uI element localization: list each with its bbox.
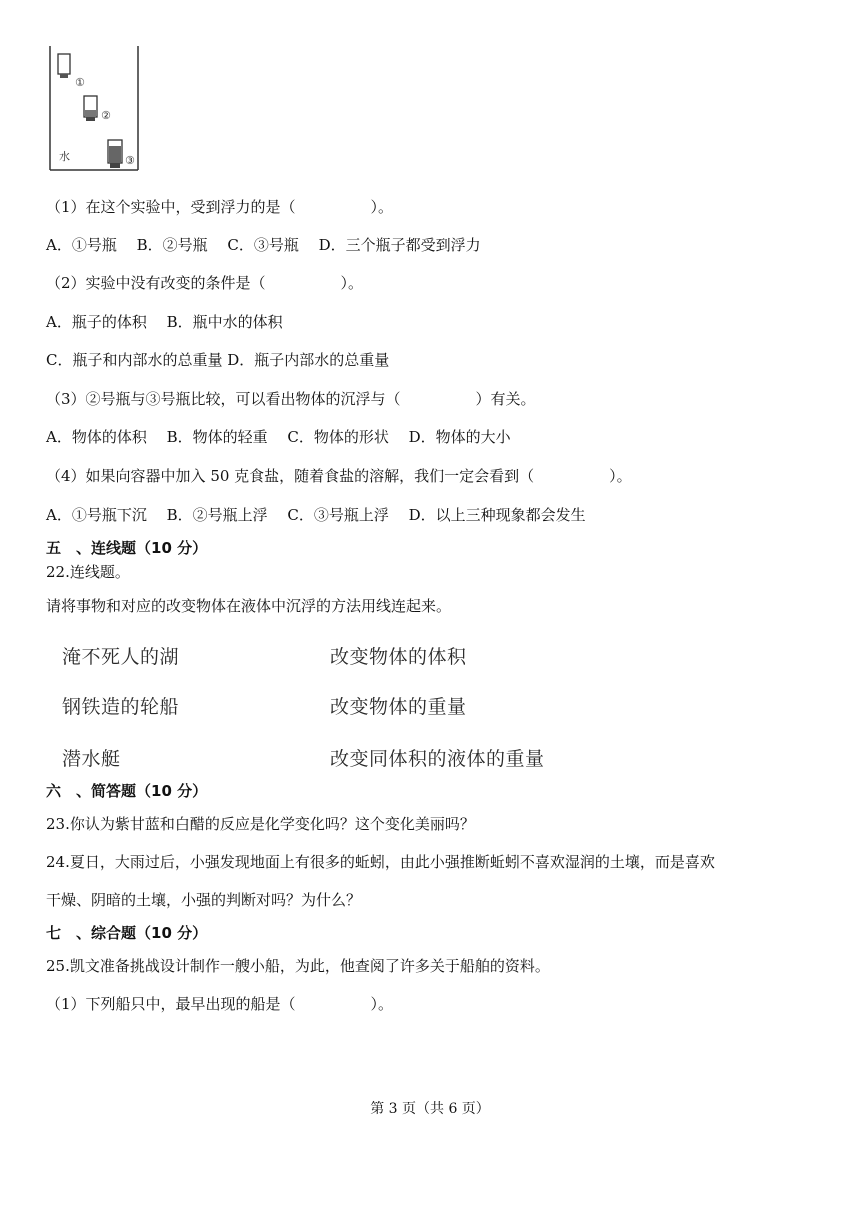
q23: 23.你认为紫甘蓝和白醋的反应是化学变化吗？这个变化美丽吗？ <box>46 815 475 833</box>
bottle-2-label: ② <box>101 109 111 122</box>
page-number: 第 3 页（共 6 页） <box>370 1101 490 1117</box>
q21-2-options-line2: C．瓶子和内部水的总重量 D．瓶子内部水的总重量 <box>46 351 390 369</box>
q22-title: 22.连线题。 <box>46 563 130 581</box>
bottle-1 <box>58 54 85 89</box>
section6-heading: 六 、简答题（10 分） <box>46 782 208 800</box>
q21-2-options-line1: A．瓶子的体积 B．瓶中水的体积 <box>46 313 283 331</box>
bottle-1-label: ① <box>75 76 85 89</box>
q21-1-prompt: （1）在这个实验中，受到浮力的是（ ）。 <box>46 198 394 216</box>
bottle-2 <box>84 96 111 122</box>
match-right-1: 改变物体的体积 <box>330 646 467 668</box>
q21-4-prompt: （4）如果向容器中加入 50 克食盐，随着食盐的溶解，我们一定会看到（ ）。 <box>46 467 632 485</box>
bottle-3 <box>108 140 135 168</box>
section5-heading: 五 、连线题（10 分） <box>46 539 208 557</box>
match-left-1: 淹不死人的湖 <box>62 646 180 668</box>
q24-line1: 24.夏日，大雨过后，小强发现地面上有很多的蚯蚓，由此小强推断蚯蚓不喜欢湿润的土壤，而是喜欢 <box>46 853 715 871</box>
q22-instruction: 请将事物和对应的改变物体在液体中沉浮的方法用线连起来。 <box>46 597 452 615</box>
q25-1-prompt: （1）下列船只中，最早出现的船是（ ）。 <box>46 995 394 1013</box>
experiment-diagram <box>40 42 150 177</box>
q21-1-options: A．①号瓶 B．②号瓶 C．③号瓶 D．三个瓶子都受到浮力 <box>46 236 481 254</box>
q25: 25.凯文准备挑战设计制作一艘小船，为此，他查阅了许多关于船舶的资料。 <box>46 957 550 975</box>
bottle-3-label: ③ <box>125 154 135 167</box>
q21-3-options: A．物体的体积 B．物体的轻重 C．物体的形状 D．物体的大小 <box>46 428 511 446</box>
match-right-2: 改变物体的重量 <box>330 696 467 718</box>
water-label: 水 <box>59 150 70 163</box>
q21-4-options: A．①号瓶下沉 B．②号瓶上浮 C．③号瓶上浮 D．以上三种现象都会发生 <box>46 506 586 524</box>
section7-heading: 七 、综合题（10 分） <box>46 924 208 942</box>
q21-2-prompt: （2）实验中没有改变的条件是（ ）。 <box>46 274 364 292</box>
q24-line2: 干燥、阴暗的土壤，小强的判断对吗？为什么？ <box>46 891 362 909</box>
match-left-3: 潜水艇 <box>62 748 121 770</box>
match-right-3: 改变同体积的液体的重量 <box>330 748 545 770</box>
match-left-2: 钢铁造的轮船 <box>62 696 180 718</box>
q21-3-prompt: （3）②号瓶与③号瓶比较，可以看出物体的沉浮与（ ）有关。 <box>46 390 536 408</box>
